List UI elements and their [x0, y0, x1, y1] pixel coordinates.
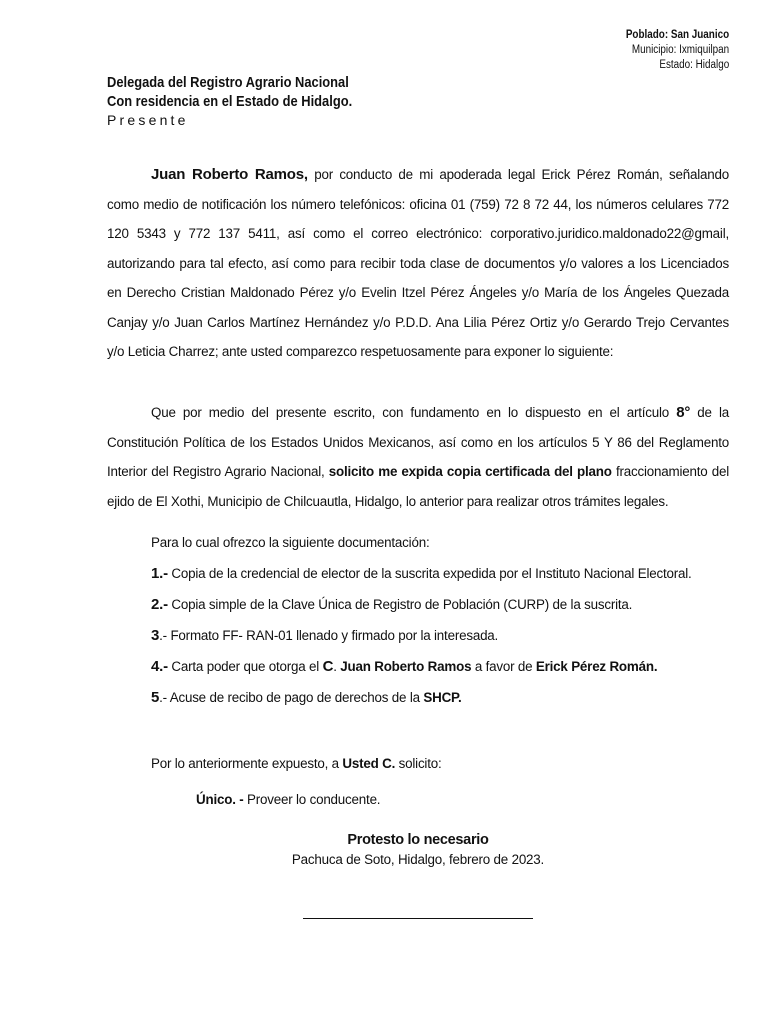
usted-text: Usted C. — [342, 756, 396, 771]
grantor-name: Juan Roberto Ramos — [340, 659, 472, 674]
estado-text: Estado: Hidalgo — [659, 59, 729, 71]
unico-label: Único. - — [196, 792, 244, 807]
closing-text-a: Por lo anteriormente expuesto, a — [151, 756, 343, 771]
item-text: .- Formato FF- RAN-01 llenado y firmado por la interesada. — [159, 628, 499, 643]
list-item — [151, 651, 692, 682]
item-text: Copia simple de la Clave Única de Registro de Población (CURP) de la suscrita. — [167, 597, 633, 612]
documents-intro: Para lo cual ofrezco la siguiente documentación: — [151, 535, 430, 550]
closing-request — [151, 756, 442, 771]
paragraph-intro-text: por conducto de mi apoderada legal Erick Pérez Román, señalando como medio de notificación los número telefónicos: oficina 01 (759) 72 8 72 44, los números celulares 772 120 5343 y 772 137 5411, así como el correo electrónico: corporativo.juridico.maldonado22@gmail, autorizando para tal efecto, así como para recibir toda clase de documentos y/o valores a los Licenciados en Derecho Cristian Maldonado Pérez y/o Evelin Itzel Pérez Ángeles y/o María de los Ángeles Quezada Canjay y/o Juan Carlos Martínez Hernández y/o P.D.D. Ana Lilia Pérez Ortiz y/o Gerardo Trejo Cervantes y/o Leticia Charrez; ante usted comparezco respetuosamente para exponer lo siguiente: — [107, 167, 729, 359]
request-text-2: de la Constitución Política de los Estados Unidos Mexicanos, así como en los artículos 5 Y 86 del Reglamento Interior del Registro Agrario Nacional, — [107, 405, 729, 479]
signature-line — [303, 904, 533, 919]
list-item — [151, 620, 692, 651]
request-text-3: fraccionamiento del ejido de El Xothi, Municipio de Chilcuautla, Hidalgo, lo anterior para realizar otros trámites legales. — [107, 464, 729, 509]
request-highlight: solicito me expida copia certificada del plano — [328, 464, 612, 479]
item-text: .- Acuse de recibo de pago de derechos de la — [159, 690, 424, 705]
item-text: Copia de la credencial de elector de la suscrita expedida por el Instituto Nacional Electoral. — [167, 566, 692, 581]
addressee-block — [107, 73, 392, 130]
petitioner-name: Juan Roberto Ramos, — [151, 166, 308, 183]
item-text: . — [333, 659, 341, 674]
addressee-line-2: Con residencia en el Estado de Hidalgo. — [107, 93, 353, 110]
protesto-heading: Protesto lo necesario — [347, 832, 489, 848]
item-number: 3 — [151, 627, 160, 644]
item-c: C — [322, 658, 334, 675]
unico-petition — [196, 792, 380, 807]
paragraph-intro — [107, 160, 729, 367]
request-text-1: Que por medio del presente escrito, con fundamento en lo dispuesto en el artículo — [151, 405, 677, 420]
item-number: 1.- — [151, 565, 168, 582]
item-text: Carta poder que otorga el — [167, 659, 323, 674]
item-text: a favor de — [471, 659, 536, 674]
item-number: 2.- — [151, 596, 168, 613]
municipio-text: Municipio: Ixmiquilpan — [631, 44, 729, 56]
place-date: Pachuca de Soto, Hidalgo, febrero de 2023. — [291, 852, 545, 867]
unico-text: Proveer lo conducente. — [243, 792, 381, 807]
addressee-line-1: Delegada del Registro Agrario Nacional — [107, 74, 349, 91]
header-location — [609, 28, 729, 73]
list-item — [151, 558, 692, 589]
item-number: 5 — [151, 689, 160, 706]
shcp-text: SHCP. — [423, 690, 462, 705]
list-item — [151, 682, 692, 713]
grantee-name: Erick Pérez Román. — [535, 659, 658, 674]
list-item — [151, 589, 692, 620]
documents-list — [151, 527, 692, 713]
article-number: 8° — [676, 404, 691, 421]
closing-text-b: solicito: — [395, 756, 442, 771]
paragraph-request — [107, 398, 729, 516]
item-number: 4.- — [151, 658, 168, 675]
presente-text: Presente — [107, 112, 189, 128]
poblado-text: Poblado: San Juanico — [625, 29, 729, 41]
